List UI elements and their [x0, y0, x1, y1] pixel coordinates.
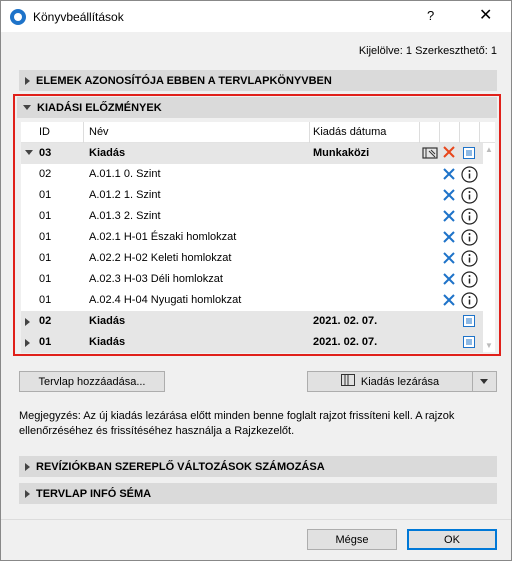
row-name: A.01.3 2. Szint — [89, 210, 161, 222]
row-id: 01 — [39, 336, 52, 348]
info-icon[interactable] — [461, 166, 478, 183]
collapsed-triangle-icon[interactable] — [25, 318, 30, 326]
table-row[interactable] — [21, 332, 483, 353]
info-icon[interactable] — [461, 271, 478, 288]
scroll-up-icon[interactable]: ▲ — [485, 145, 493, 154]
column-divider — [309, 122, 310, 143]
row-id: 01 — [39, 273, 52, 285]
remove-icon[interactable] — [442, 293, 456, 307]
column-divider — [479, 122, 480, 143]
remove-icon[interactable] — [442, 251, 456, 265]
remove-icon[interactable] — [442, 272, 456, 286]
footer-divider — [1, 519, 511, 520]
delete-icon[interactable] — [442, 145, 456, 159]
row-date: 2021. 02. 07. — [313, 336, 378, 348]
info-icon[interactable] — [461, 187, 478, 204]
table-row[interactable] — [21, 143, 483, 164]
row-id: 01 — [39, 294, 52, 306]
section-history-header[interactable] — [17, 97, 497, 118]
collapsed-triangle-icon — [25, 463, 30, 471]
table-header — [21, 122, 495, 143]
close-issue-button[interactable] — [308, 372, 472, 391]
row-name: A.01.1 0. Szint — [89, 168, 161, 180]
table-row[interactable] — [21, 269, 483, 290]
column-divider — [459, 122, 460, 143]
close-issue-label: Kiadás lezárása — [360, 375, 440, 388]
scroll-down-icon[interactable]: ▼ — [485, 341, 493, 350]
column-divider — [419, 122, 420, 143]
cancel-button[interactable]: Mégse — [307, 529, 397, 550]
collapsed-triangle-icon — [25, 77, 30, 85]
remove-icon[interactable] — [442, 230, 456, 244]
remove-icon[interactable] — [442, 188, 456, 202]
info-icon[interactable] — [461, 292, 478, 309]
close-button[interactable]: ✕ — [479, 7, 493, 24]
table-row[interactable] — [21, 185, 483, 206]
chevron-down-icon[interactable] — [480, 379, 488, 384]
row-date: 2021. 02. 07. — [313, 315, 378, 327]
section-revisions-label: REVÍZIÓKBAN SZEREPLŐ VÁLTOZÁSOK SZÁMOZÁSA — [36, 460, 325, 473]
table-scrollbar[interactable] — [483, 143, 495, 352]
info-icon[interactable] — [461, 250, 478, 267]
table-row[interactable] — [21, 206, 483, 227]
collapsed-triangle-icon[interactable] — [25, 339, 30, 347]
window-title: Könyvbeállítások — [33, 10, 124, 24]
close-issue-split-button[interactable] — [307, 371, 497, 392]
app-icon — [10, 9, 26, 25]
table-row[interactable] — [21, 290, 483, 311]
column-header-id[interactable]: ID — [39, 126, 50, 138]
section-info-label: TERVLAP INFÓ SÉMA — [36, 487, 152, 500]
section-info-header[interactable] — [19, 483, 497, 504]
row-name: Kiadás — [89, 147, 126, 159]
row-id: 03 — [39, 147, 52, 159]
section-history-label: KIADÁSI ELŐZMÉNYEK — [37, 101, 162, 114]
split-divider — [472, 372, 473, 391]
row-name: A.02.2 H-02 Keleti homlokzat — [89, 252, 232, 264]
row-id: 01 — [39, 231, 52, 243]
section-revisions-header[interactable] — [19, 456, 497, 477]
info-icon[interactable] — [461, 229, 478, 246]
row-name: Kiadás — [89, 315, 126, 327]
column-divider — [439, 122, 440, 143]
row-id: 01 — [39, 252, 52, 264]
remove-icon[interactable] — [442, 209, 456, 223]
help-button[interactable]: ? — [427, 8, 435, 23]
row-name: A.02.4 H-04 Nyugati homlokzat — [89, 294, 242, 306]
section-elements-header[interactable] — [19, 70, 497, 91]
collapsed-triangle-icon — [25, 490, 30, 498]
ok-button[interactable]: OK — [407, 529, 497, 550]
table-row[interactable] — [21, 311, 483, 332]
table-row[interactable] — [21, 227, 483, 248]
table-row[interactable] — [21, 164, 483, 185]
list-icon[interactable] — [463, 147, 475, 159]
list-icon[interactable] — [463, 336, 475, 348]
title-bar — [1, 1, 511, 32]
row-name: A.01.2 1. Szint — [89, 189, 161, 201]
column-header-name[interactable]: Név — [89, 126, 109, 138]
remove-icon[interactable] — [442, 167, 456, 181]
expanded-triangle-icon[interactable] — [25, 150, 33, 155]
table-row[interactable] — [21, 248, 483, 269]
note-text: Megjegyzés: Az új kiadás lezárása előtt minden benne foglalt rajzot frissíteni kell. A rajzok ellenőrzéséhez és frissítéséhez használja a Rajzkezelőt. — [19, 410, 455, 437]
column-divider — [83, 122, 84, 143]
row-name: Kiadás — [89, 336, 126, 348]
add-sheet-button[interactable]: Tervlap hozzáadása... — [19, 371, 165, 392]
row-id: 01 — [39, 189, 52, 201]
list-icon[interactable] — [463, 315, 475, 327]
row-date: Munkaközi — [313, 147, 370, 159]
section-elements-label: ELEMEK AZONOSÍTÓJA EBBEN A TERVLAPKÖNYVBEN — [36, 74, 332, 87]
selection-info: Kijelölve: 1 Szerkeszthető: 1 — [358, 45, 497, 57]
row-id: 01 — [39, 210, 52, 222]
row-name: A.02.1 H-01 Északi homlokzat — [89, 231, 237, 243]
book-icon — [341, 374, 355, 389]
row-name: A.02.3 H-03 Déli homlokzat — [89, 273, 223, 285]
info-icon[interactable] — [461, 208, 478, 225]
row-id: 02 — [39, 315, 52, 327]
row-id: 02 — [39, 168, 52, 180]
sheet-layout-icon[interactable] — [422, 146, 438, 160]
expanded-triangle-icon — [23, 105, 31, 110]
issue-history-table — [21, 122, 495, 352]
column-header-date[interactable]: Kiadás dátuma — [313, 126, 387, 138]
